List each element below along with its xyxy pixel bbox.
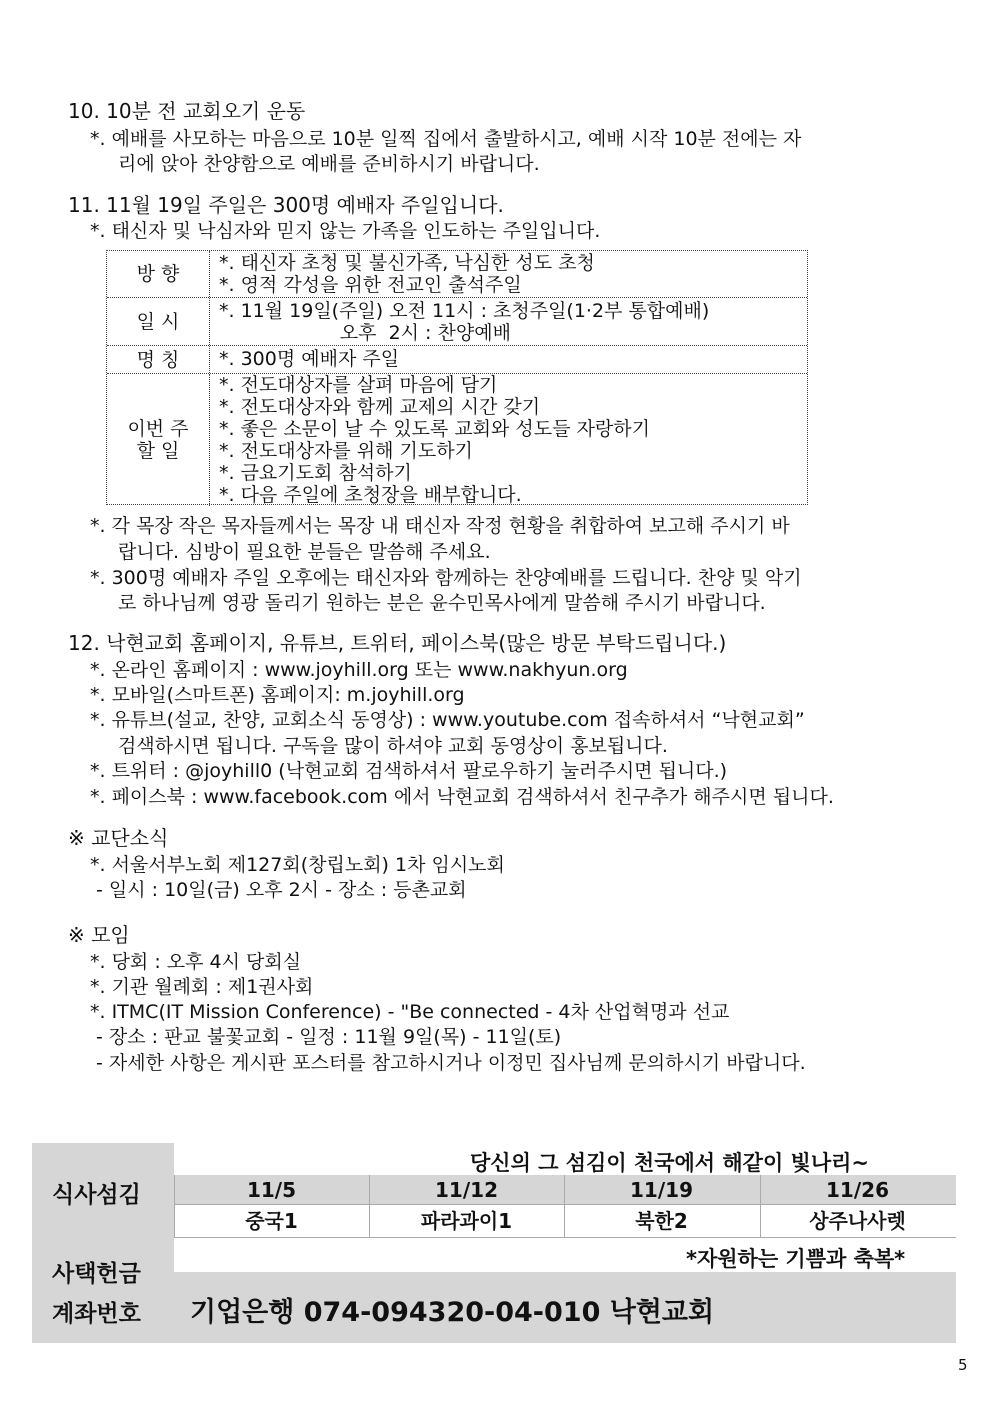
grid-divider (174, 1237, 956, 1238)
row-name-line-1: *. 300명 예배자 주일 (219, 348, 400, 370)
service-date: 11/19 (630, 1178, 693, 1202)
meeting-line-2: *. 기관 월례회 : 제1권사회 (90, 976, 314, 998)
denomination-news-title: ※ 교단소식 (68, 826, 169, 850)
meetings-title: ※ 모임 (68, 923, 130, 947)
row-datetime-line-2: 오후 2시 : 찬양예배 (219, 322, 511, 344)
todo-item: *. 전도대상자를 살펴 마음에 담기 (219, 374, 498, 396)
event-detail-table (106, 250, 808, 505)
table-row (107, 373, 807, 506)
todo-item: *. 전도대상자와 함께 교제의 시간 갖기 (219, 396, 541, 418)
meal-service-label: 식사섬김 (52, 1182, 141, 1208)
facebook-line: *. 페이스북 : www.facebook.com 에서 낙현교회 검색하셔서 친구추가 해주시면 됩니다. (90, 786, 834, 808)
section-11-note-1b: 랍니다. 심방이 필요한 분들은 말씀해 주세요. (118, 541, 491, 563)
table-row (107, 297, 807, 345)
denomination-news-line-2: - 일시 : 10일(금) 오후 2시 - 장소 : 등촌교회 (96, 879, 467, 901)
twitter-line: *. 트위터 : @joyhill0 (낙현교회 검색하셔서 팔로우하기 눌러주시면 됩니다.) (90, 760, 728, 782)
table-row (107, 345, 807, 373)
section-12-title: 12. 낙현교회 홈페이지, 유튜브, 트위터, 페이스북(많은 방문 부탁드립니다.) (68, 631, 727, 655)
todo-item: *. 다음 주일에 초청장을 배부합니다. (219, 484, 522, 506)
table-row (107, 251, 807, 297)
row-label-datetime: 일 시 (107, 298, 210, 345)
service-motto: 당신의 그 섬김이 천국에서 해같이 빛나리~ (470, 1151, 870, 1175)
section-11-intro: *. 태신자 및 낙심자와 믿지 않는 가족을 인도하는 주일입니다. (90, 220, 601, 242)
youtube-line: *. 유튜브(설교, 찬양, 교회소식 동영상) : www.youtube.com 접속하셔서 “낙현교회” (90, 709, 805, 731)
service-date: 11/12 (435, 1178, 498, 1202)
section-11-title: 11. 11월 19일 주일은 300명 예배자 주일입니다. (68, 193, 504, 217)
row-label-direction: 방 향 (107, 251, 210, 297)
section-10-line-2: 리에 앉아 찬양함으로 예배를 준비하시기 바랍니다. (118, 153, 540, 175)
section-11-note-1a: *. 각 목장 작은 목자들께서는 목장 내 태신자 작정 현황을 취합하여 보고해 주시기 바 (90, 515, 790, 537)
youtube-line-2: 검색하시면 됩니다. 구독을 많이 하셔야 교회 동영상이 홍보됩니다. (118, 735, 668, 757)
homepage-line: *. 온라인 홈페이지 : www.joyhill.org 또는 www.nakhyun.org (90, 659, 628, 681)
row-label-name: 명 칭 (107, 346, 210, 373)
todo-item: *. 좋은 소문이 날 수 있도록 교회와 성도들 자랑하기 (219, 418, 650, 440)
todo-item: *. 금요기도회 참석하기 (219, 462, 412, 484)
service-group: 북한2 (635, 1209, 688, 1233)
offering-label: 사택헌금 (52, 1261, 141, 1287)
section-11-note-2a: *. 300명 예배자 주일 오후에는 태신자와 함께하는 찬양예배를 드립니다. 찬양 및 악기 (90, 567, 802, 589)
section-10-title: 10. 10분 전 교회오기 운동 (68, 99, 306, 123)
mobile-homepage-line: *. 모바일(스마트폰) 홈페이지: m.joyhill.org (90, 684, 465, 706)
row-direction-line-2: *. 영적 각성을 위한 전교인 출석주일 (219, 274, 522, 296)
service-group: 중국1 (245, 1209, 298, 1233)
denomination-news-line-1: *. 서울서부노회 제127회(창립노회) 1차 임시노회 (90, 854, 505, 876)
service-date: 11/5 (246, 1178, 297, 1202)
section-10-line-1: *. 예배를 사모하는 마음으로 10분 일찍 집에서 출발하시고, 예배 시작 10분 전에는 자 (90, 128, 802, 150)
meeting-line-5: - 자세한 사항은 게시판 포스터를 참고하시거나 이정민 집사님께 문의하시기 바랍니다. (96, 1052, 806, 1074)
meeting-line-3: *. ITMC(IT Mission Conference) - "Be connected - 4차 산업혁명과 선교 (90, 1001, 730, 1023)
offering-note: *자원하는 기쁨과 축복* (686, 1247, 906, 1271)
account-label: 계좌번호 (52, 1301, 141, 1327)
service-group: 상주나사렛 (809, 1209, 906, 1233)
todo-item: *. 전도대상자를 위해 기도하기 (219, 440, 473, 462)
service-date: 11/26 (826, 1178, 889, 1202)
account-number: 기업은행 074-094320-04-010 낙현교회 (190, 1297, 715, 1328)
meeting-line-4: - 장소 : 판교 불꽃교회 - 일정 : 11월 9일(목) - 11일(토) (96, 1026, 562, 1048)
meeting-line-1: *. 당회 : 오후 4시 당회실 (90, 951, 302, 973)
section-11-note-2b: 로 하나님께 영광 돌리기 원하는 분은 윤수민목사에게 말씀해 주시기 바랍니다. (118, 592, 766, 614)
page-number: 5 (958, 1356, 968, 1374)
service-group: 파라과이1 (420, 1209, 513, 1233)
row-label-todo: 이번 주 할 일 (107, 374, 210, 506)
row-direction-line-1: *. 태신자 초청 및 불신가족, 낙심한 성도 초청 (219, 252, 595, 274)
row-datetime-line-1: *. 11월 19일(주일) 오전 11시 : 초청주일(1·2부 통합예배) (219, 300, 710, 322)
